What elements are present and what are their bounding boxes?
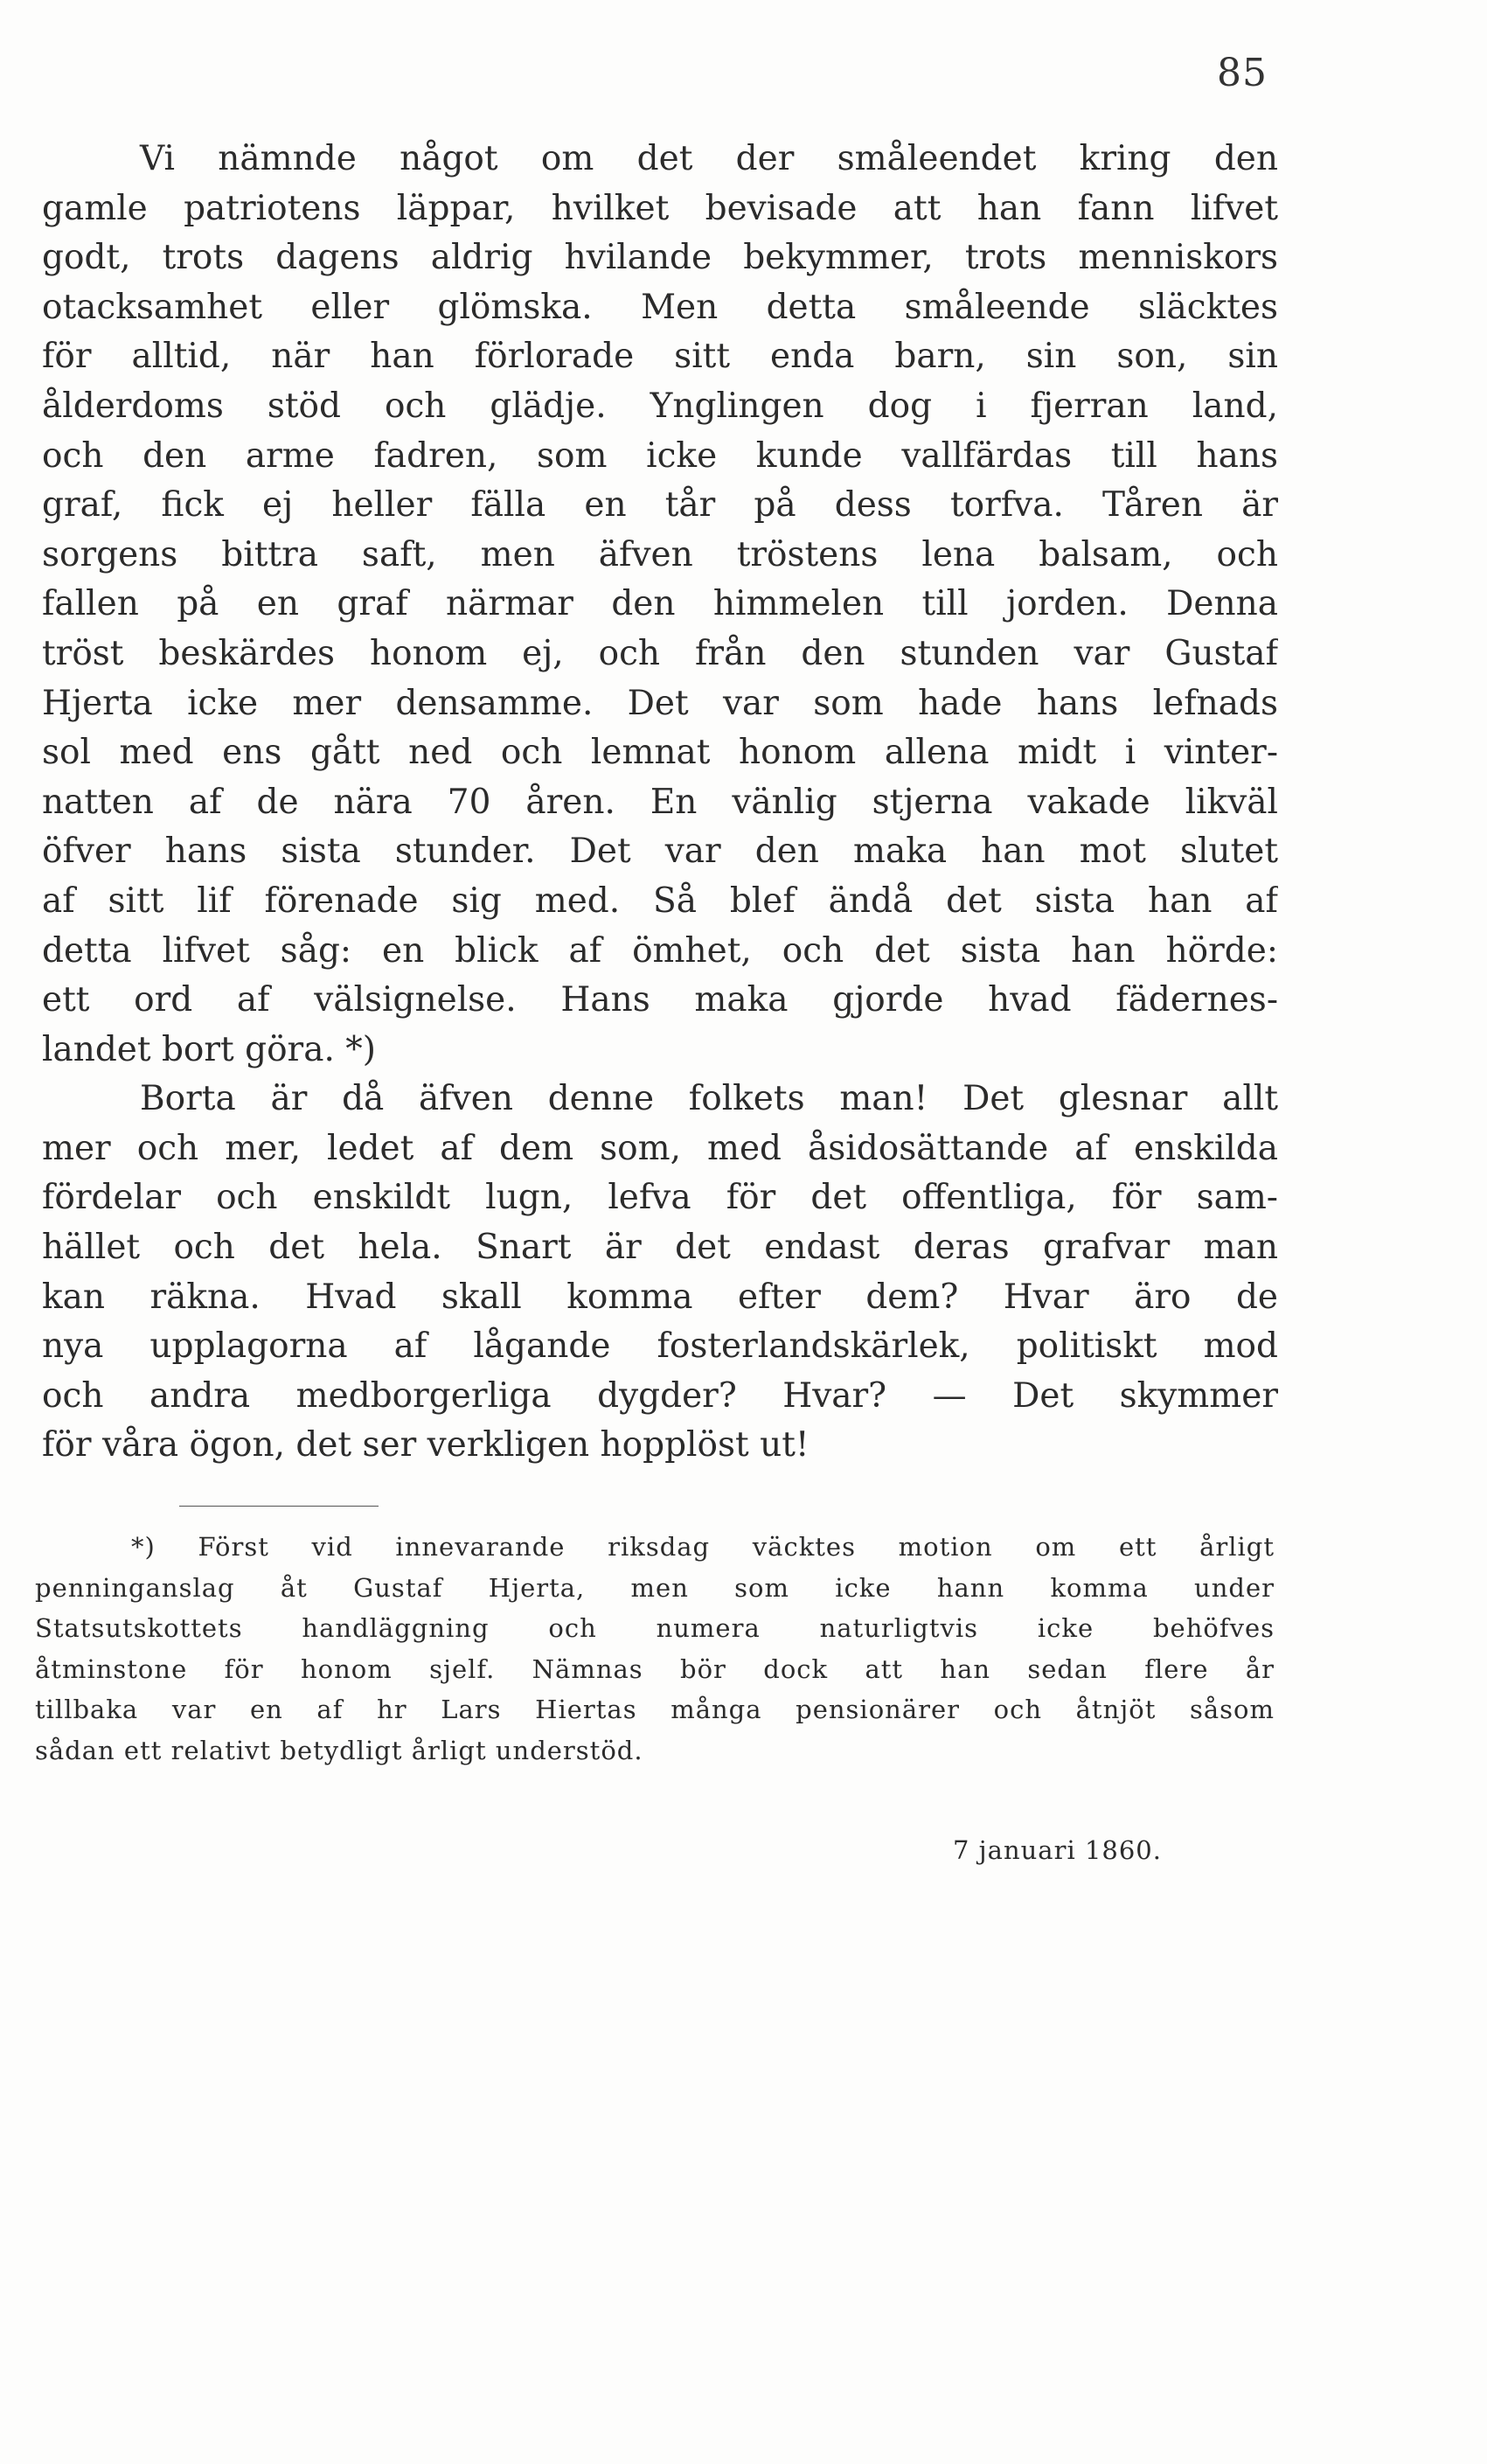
text-line: fördelar och enskildt lugn, lefva för det offentliga, för sam- <box>42 1178 1278 1218</box>
text-line: för alltid, när han förlorade sitt enda barn, sin son, sin <box>42 337 1278 377</box>
footnote-divider <box>179 1506 379 1507</box>
text-line: detta lifvet såg: en blick af ömhet, och det sista han hörde: <box>42 930 1278 971</box>
dateline: 7 januari 1860. <box>953 1835 1162 1865</box>
text-line: ålderdoms stöd och glädje. Ynglingen dog i fjerran land, <box>42 386 1278 426</box>
text-line: graf, fick ej heller fälla en tår på dess torfva. Tåren är <box>42 485 1278 526</box>
text-line: öfver hans sista stunder. Det var den maka han mot slutet <box>42 832 1278 872</box>
footnote-line: åtminstone för honom sjelf. Nämnas bör dock att han sedan flere år <box>35 1653 1275 1684</box>
text-line: ett ord af välsignelse. Hans maka gjorde hvad fädernes- <box>42 980 1278 1020</box>
text-line: nya upplagorna af lågande fosterlandskärlek, politiskt mod <box>42 1326 1278 1367</box>
text-line: Vi nämnde något om det der småleendet kring den <box>140 139 1278 178</box>
footnote-line: tillbaka var en af hr Lars Hiertas många pensionärer och åtnjöt såsom <box>35 1695 1275 1725</box>
text-line: otacksamhet eller glömska. Men detta småleende släcktes <box>42 287 1278 327</box>
text-line: af sitt lif förenade sig med. Så blef ändå det sista han af <box>42 880 1278 921</box>
text-line: Borta är då äfven denne folkets man! Det glesnar allt <box>140 1079 1278 1119</box>
text-line: landet bort göra. *) <box>42 1029 376 1069</box>
footnote-line: sådan ett relativt betydligt årligt understöd. <box>35 1735 643 1765</box>
text-line: kan räkna. Hvad skall komma efter dem? Hvar äro de <box>42 1277 1278 1317</box>
footnote-line: Statsutskottets handläggning och numera naturligtvis icke behöfves <box>35 1613 1275 1644</box>
text-line: tröst beskärdes honom ej, och från den stunden var Gustaf <box>42 633 1278 673</box>
text-line: sol med ens gått ned och lemnat honom allena midt i vinter- <box>42 733 1278 773</box>
text-line: fallen på en graf närmar den himmelen till jorden. Denna <box>42 584 1278 624</box>
footnote <box>35 1527 1275 1771</box>
main-text <box>42 135 1278 1471</box>
footnote-line: penninganslag åt Gustaf Hjerta, men som icke hann komma under <box>35 1572 1275 1603</box>
text-line: natten af de nära 70 åren. En vänlig stjerna vakade likväl <box>42 782 1278 822</box>
text-line: och andra medborgerliga dygder? Hvar? — Det skymmer <box>42 1375 1278 1416</box>
text-line: sorgens bittra saft, men äfven tröstens lena balsam, och <box>42 534 1278 574</box>
text-line: och den arme fadren, som icke kunde vallfärdas till hans <box>42 435 1278 476</box>
text-line: för våra ögon, det ser verkligen hopplöst ut! <box>42 1425 810 1465</box>
text-line: mer och mer, ledet af dem som, med åsidosättande af enskilda <box>42 1128 1278 1168</box>
text-line: Hjerta icke mer densamme. Det var som hade hans lefnads <box>42 683 1278 723</box>
text-line: hället och det hela. Snart är det endast deras grafvar man <box>42 1228 1278 1268</box>
text-line: gamle patriotens läppar, hvilket bevisade att han fann lifvet <box>42 188 1278 228</box>
footnote-line: *) Först vid innevarande riksdag väcktes motion om ett årligt <box>131 1532 1275 1562</box>
page-number: 85 <box>1217 51 1268 95</box>
text-line: godt, trots dagens aldrig hvilande bekymmer, trots menniskors <box>42 238 1278 278</box>
